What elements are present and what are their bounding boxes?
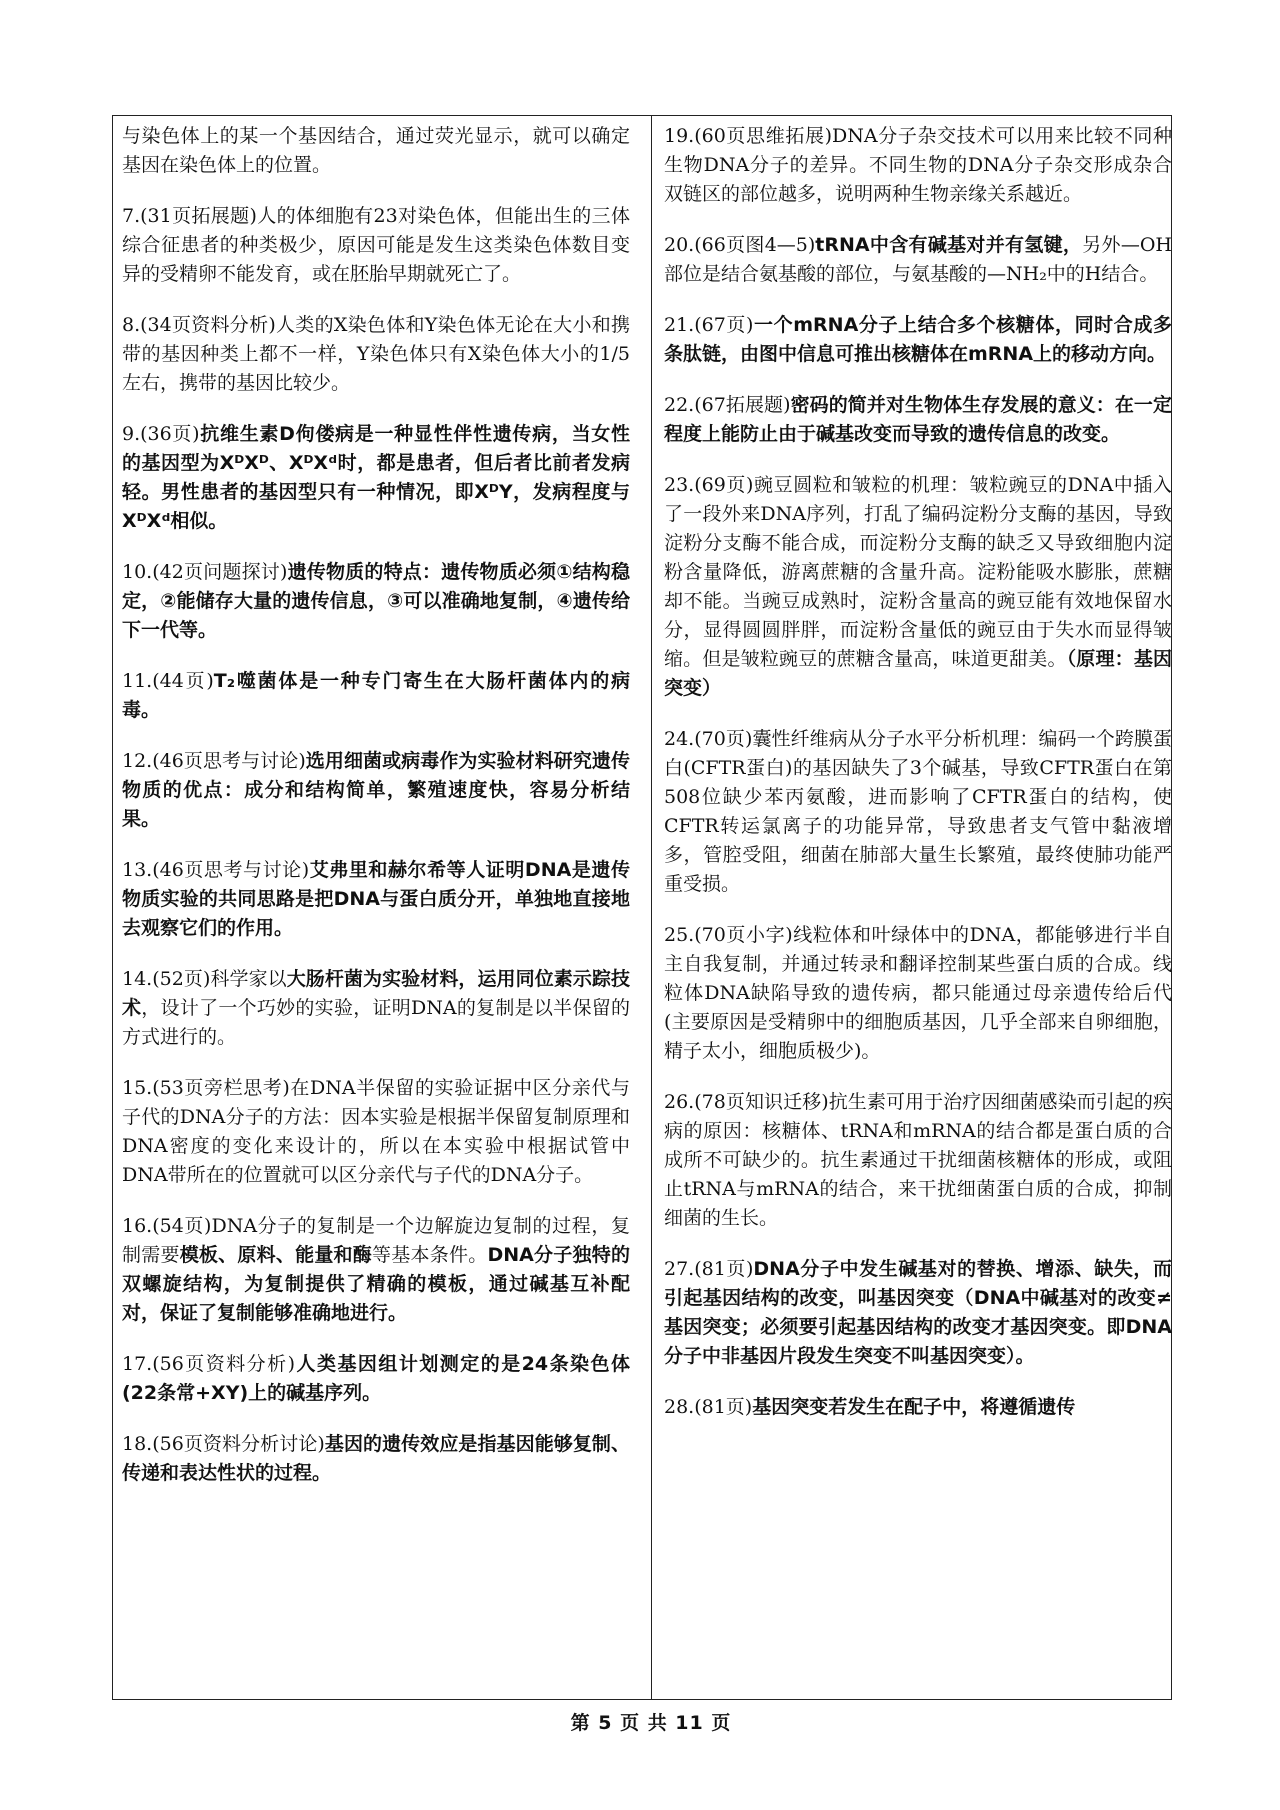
note-text: T₂噬菌体是一种专门寄生在大肠杆菌体内的病毒。: [122, 670, 630, 721]
note-text: 19.(60页思维拓展)DNA分子杂交技术可以用来比较不同种生物DNA分子的差异。不同生物的DNA分子杂交形成杂合双链区的部位越多，说明两种生物亲缘关系越近。: [664, 125, 1172, 205]
note-text: 12.(46页思考与讨论): [122, 750, 306, 772]
note-text: 13.(46页思考与讨论): [122, 859, 310, 881]
note-text: ，设计了一个巧妙的实验，证明DNA的复制是以半保留的方式进行的。: [122, 997, 630, 1048]
note-item-18: [122, 1430, 630, 1488]
note-text: DNA分子独特的双螺旋结构，为复制提供了精确的模板，通过碱基互补配对，保证了复制能够准确地进行。: [122, 1244, 630, 1324]
note-item-17: [122, 1350, 630, 1408]
column-divider: [651, 115, 652, 1700]
note-text: 艾弗里和赫尔希等人证明DNA是遗传物质实验的共同思路是把DNA与蛋白质分开，单独地直接地去观察它们的作用。: [122, 859, 630, 939]
note-text: 16.(54页)DNA分子的复制是一个边解旋边复制的过程，复制需要: [122, 1215, 630, 1266]
right-column: [664, 122, 1172, 1444]
note-text: 24.(70页)囊性纤维病从分子水平分析机理：编码一个跨膜蛋白(CFTR蛋白)的基因缺失了3个碱基，导致CFTR蛋白在第508位缺少苯丙氨酸，进而影响了CFTR蛋白的结构，使CFTR转运氯离子的功能异常，导致患者支气管中黏液增多，管腔受阻，细菌在肺部大量生长繁殖，最终使肺功能严重受损。: [664, 728, 1172, 895]
note-text: 27.(81页): [664, 1258, 754, 1280]
note-item-23: [664, 471, 1172, 703]
note-item-14: [122, 965, 630, 1052]
note-item-9: [122, 420, 630, 536]
left-column: [122, 122, 630, 1510]
note-text: （原理：基因突变）: [664, 648, 1172, 699]
note-item-22: [664, 391, 1172, 449]
note-item-12: [122, 747, 630, 834]
note-item-24: [664, 725, 1172, 899]
note-text: 9.(36页): [122, 423, 200, 445]
note-item-20: [664, 231, 1172, 289]
note-text: 8.(34页资料分析)人类的X染色体和Y染色体无论在大小和携带的基因种类上都不一样，Y染色体只有X染色体大小的1/5左右，携带的基因比较少。: [122, 314, 630, 394]
note-item-15: [122, 1074, 630, 1190]
note-text: 28.(81页): [664, 1396, 753, 1418]
note-item-25: [664, 921, 1172, 1066]
note-text: 选用细菌或病毒作为实验材料研究遗传物质的优点：成分和结构简单，繁殖速度快，容易分析结果。: [122, 750, 630, 830]
note-text: 17.(56页资料分析): [122, 1353, 296, 1375]
note-item-28: [664, 1393, 1172, 1422]
note-text: 10.(42页问题探讨): [122, 561, 288, 583]
note-text: 等基本条件。: [372, 1244, 488, 1266]
note-text: 抗维生素D佝偻病是一种显性伴性遗传病，当女性的基因型为XᴰXᴰ、XᴰXᵈ时，都是患者，但后者比前者发病轻。男性患者的基因型只有一种情况，即XᴰY，发病程度与XᴰXᵈ相似。: [122, 423, 630, 532]
note-text: 20.(66页图4—5): [664, 234, 816, 256]
note-item-21: [664, 311, 1172, 369]
note-item-16: [122, 1212, 630, 1328]
note-text: 模板、原料、能量和酶: [179, 1244, 373, 1266]
note-text: 11.(44页): [122, 670, 214, 692]
note-item-8: [122, 311, 630, 398]
note-text: 7.(31页拓展题)人的体细胞有23对染色体，但能出生的三体综合征患者的种类极少，原因可能是发生这类染色体数目变异的受精卵不能发育，或在胚胎早期就死亡了。: [122, 205, 630, 285]
note-text: 另外—OH部位是结合氨基酸的部位，与氨基酸的—NH₂中的H结合。: [664, 234, 1172, 285]
note-text: 与染色体上的某一个基因结合，通过荧光显示，就可以确定基因在染色体上的位置。: [122, 125, 630, 176]
note-text: 大肠杆菌为实验材料，运用同位素示踪技术: [122, 968, 630, 1019]
note-item-13: [122, 856, 630, 943]
note-item-7: [122, 202, 630, 289]
note-text: 21.(67页): [664, 314, 754, 336]
note-text: 人类基因组计划测定的是24条染色体(22条常+XY)上的碱基序列。: [122, 1353, 630, 1404]
note-text: 14.(52页)科学家以: [122, 968, 287, 990]
note-text: 23.(69页)豌豆圆粒和皱粒的机理：皱粒豌豆的DNA中插入了一段外来DNA序列，打乱了编码淀粉分支酶的基因，导致淀粉分支酶不能合成，而淀粉分支酶的缺乏又导致细胞内淀粉含量降低，游离蔗糖的含量升高。淀粉能吸水膨胀，蔗糖却不能。当豌豆成熟时，淀粉含量高的豌豆能有效地保留水分，显得圆圆胖胖，而淀粉含量低的豌豆由于失水而显得皱缩。但是皱粒豌豆的蔗糖含量高，味道更甜美。: [664, 474, 1172, 670]
note-text: 基因突变若发生在配子中，将遵循遗传: [752, 1396, 1076, 1418]
note-item-11: [122, 667, 630, 725]
note-text: DNA分子中发生碱基对的替换、增添、缺失，而引起基因结构的改变，叫基因突变（DNA中碱基对的改变≠基因突变；必须要引起基因结构的改变才基因突变。即DNA分子中非基因片段发生突变不叫基因突变）。: [664, 1258, 1172, 1367]
note-text: tRNA中含有碱基对并有氢键，: [815, 234, 1083, 256]
note-item-27: [664, 1255, 1172, 1371]
note-text: 遗传物质的特点：遗传物质必须①结构稳定，②能储存大量的遗传信息，③可以准确地复制，④遗传给下一代等。: [122, 561, 630, 641]
note-text: 18.(56页资料分析讨论): [122, 1433, 325, 1455]
page-number: 第 5 页 共 11 页: [570, 1712, 732, 1734]
note-text: 22.(67拓展题): [664, 394, 791, 416]
note-text: 15.(53页旁栏思考)在DNA半保留的实验证据中区分亲代与子代的DNA分子的方法：因本实验是根据半保留复制原理和DNA密度的变化来设计的，所以在本实验中根据试管中DNA带所在的位置就可以区分亲代与子代的DNA分子。: [122, 1077, 630, 1186]
note-item-19: [664, 122, 1172, 209]
note-text: 一个mRNA分子上结合多个核糖体，同时合成多条肽链，由图中信息可推出核糖体在mRNA上的移动方向。: [664, 314, 1172, 365]
note-text: 26.(78页知识迁移)抗生素可用于治疗因细菌感染而引起的疾病的原因：核糖体、tRNA和mRNA的结合都是蛋白质的合成所不可缺少的。抗生素通过干扰细菌核糖体的形成，或阻止tRNA与mRNA的结合，来干扰细菌蛋白质的合成，抑制细菌的生长。: [664, 1091, 1172, 1229]
note-item-10: [122, 558, 630, 645]
note-text: 基因的遗传效应是指基因能够复制、传递和表达性状的过程。: [122, 1433, 630, 1484]
note-text: 密码的简并对生物体生存发展的意义：在一定程度上能防止由于碱基改变而导致的遗传信息的改变。: [664, 394, 1172, 445]
note-item-cont: [122, 122, 630, 180]
note-item-26: [664, 1088, 1172, 1233]
note-text: 25.(70页小字)线粒体和叶绿体中的DNA，都能够进行半自主自我复制，并通过转录和翻译控制某些蛋白质的合成。线粒体DNA缺陷导致的遗传病，都只能通过母亲遗传给后代(主要原因是受精卵中的细胞质基因，几乎全部来自卵细胞，精子太小，细胞质极少)。: [664, 924, 1172, 1062]
